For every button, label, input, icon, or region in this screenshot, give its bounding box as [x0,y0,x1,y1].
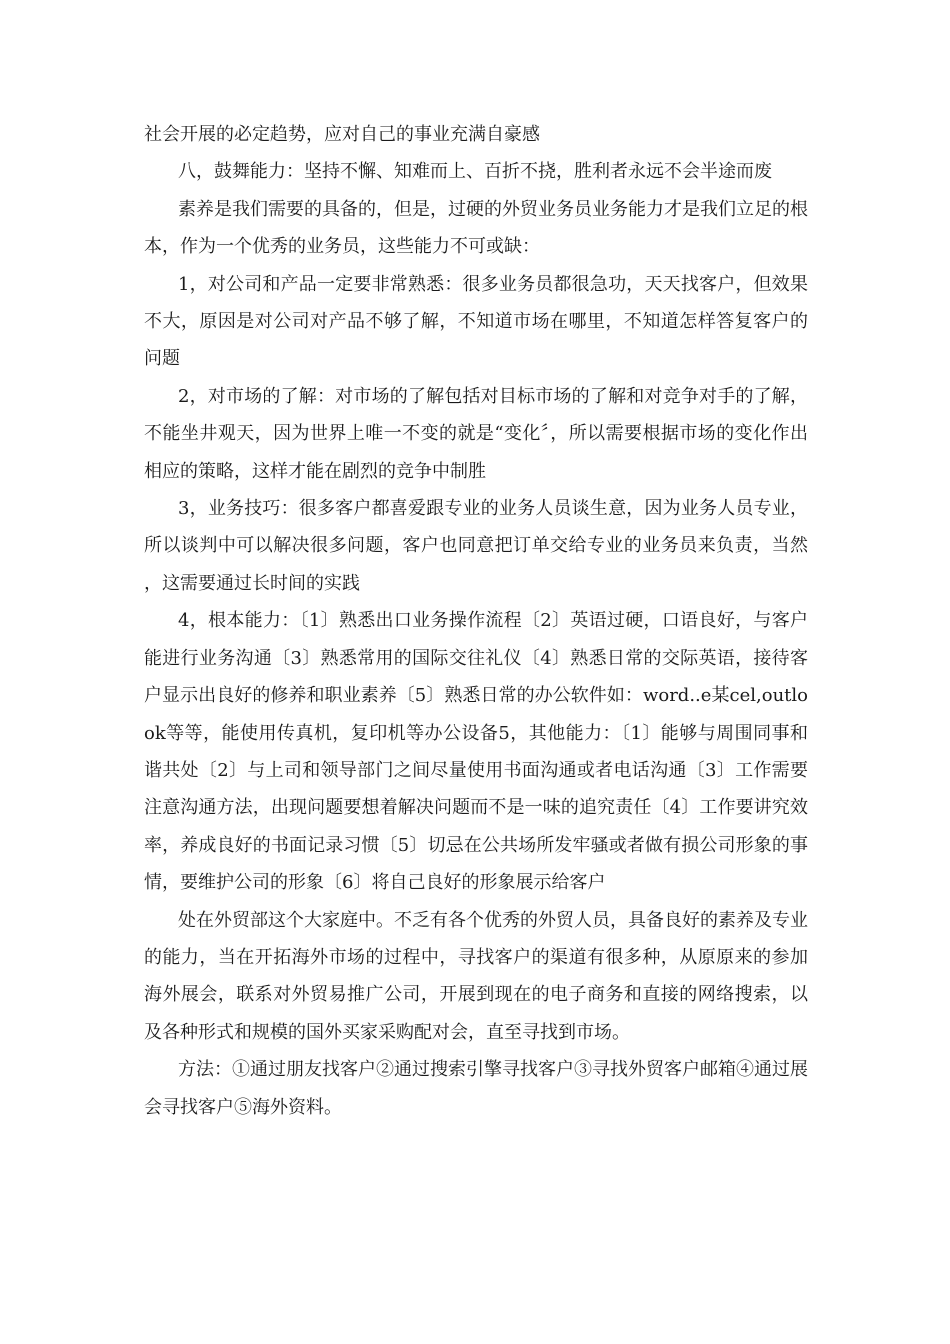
paragraph-8: 处在外贸部这个大家庭中。不乏有各个优秀的外贸人员，具备良好的素养及专业的能力，当在开拓海外市场的过程中，寻找客户的渠道有很多种，从原原来的参加海外展会，联系对外贸易推广公司，开展到现在的电子商务和直接的网络搜索，以及各种形式和规模的国外买家采购配对会，直至寻找到市场。 [144,909,808,1043]
paragraph-6: 3，业务技巧：很多客户都喜爱跟专业的业务人员谈生意，因为业务人员专业，所以谈判中可以解决很多问题，客户也同意把订单交给专业的业务员来负责，当然，这需要通过长时间的实践 [144,498,808,594]
paragraph-5: 2，对市场的了解：对市场的了解包括对目标市场的了解和对竞争对手的了解，不能坐井观天，因为世界上唯一不变的就是“变化〞，所以需要根据市场的变化作出相应的策略，这样才能在剧烈的竞争中制胜 [144,385,808,482]
paragraph-4: 1，对公司和产品一定要非常熟悉：很多业务员都很急功，天天找客户，但效果不大，原因是对公司对产品不够了解，不知道市场在哪里，不知道怎样答复客户的问题 [144,273,808,370]
paragraph-9: 方法：①通过朋友找客户②通过搜索引擎寻找客户③寻找外贸客户邮箱④通过展会寻找客户⑤海外资料。 [144,1059,808,1118]
paragraph-7: 4，根本能力：〔1〕熟悉出口业务操作流程〔2〕英语过硬，口语良好，与客户能进行业务沟通〔3〕熟悉常用的国际交往礼仪〔4〕熟悉日常的交际英语，接待客户显示出良好的修养和职业素养〔5〕熟悉日常的办公软件如：word..e某cel,outlook等等，能使用传真机，复印机等办公设备5，其他能力：〔1〕能够与周围同事和谐共处〔2〕与上司和领导部门之间尽量使用书面沟通或者电话沟通〔3〕工作需要注意沟通方法，出现问题要想着解决问题而不是一味的追究责任〔4〕工作要讲究效率，养成良好的书面记录习惯〔5〕切忌在公共场所发牢骚或者做有损公司形象的事情，要维护公司的形象〔6〕将自己良好的形象展示给客户 [144,610,808,894]
paragraph-2: 八，鼓舞能力：坚持不懈、知难而上、百折不挠，胜利者永远不会半途而废 [178,161,772,183]
document-page [144,116,808,1126]
paragraph-3: 素养是我们需要的具备的，但是，过硬的外贸业务员业务能力才是我们立足的根本，作为一个优秀的业务员，这些能力不可或缺： [144,198,808,258]
paragraph-1: 社会开展的必定趋势，应对自己的事业充满自豪感 [144,124,540,145]
